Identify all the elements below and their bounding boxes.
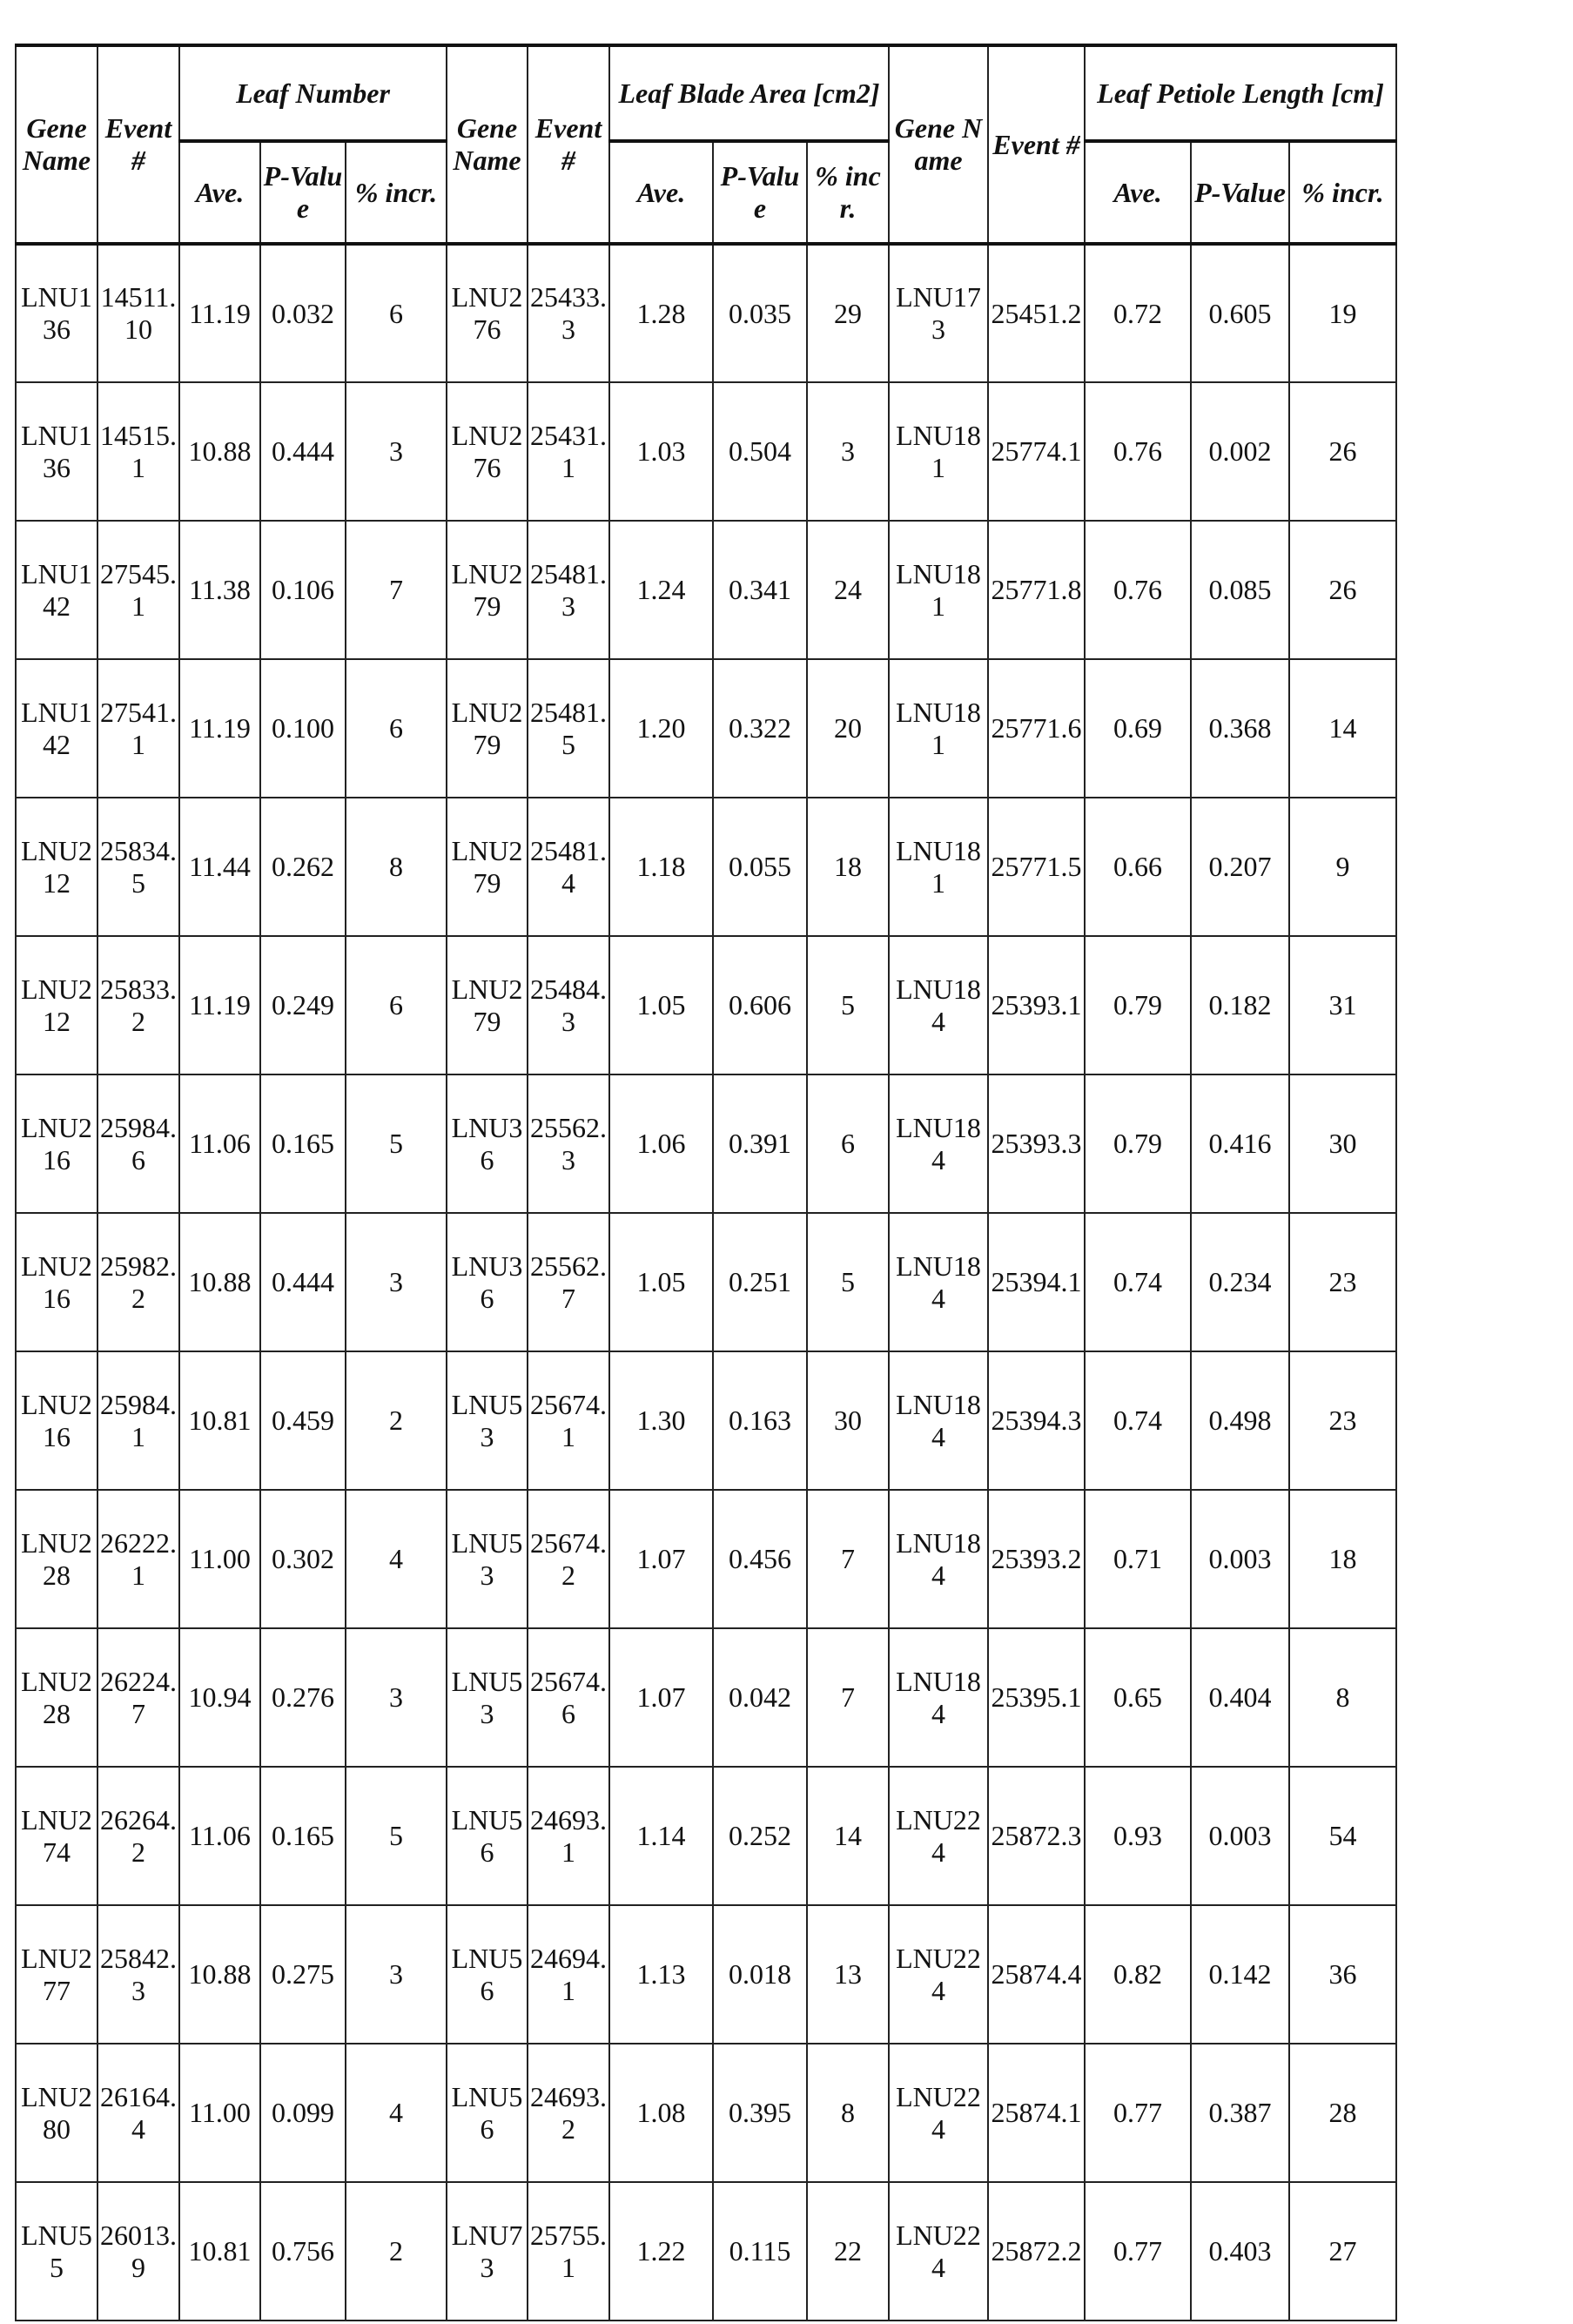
cell-event: 25674.1 <box>528 1351 609 1490</box>
cell-event: 25771.5 <box>988 798 1085 936</box>
cell-gene-name: LNU184 <box>889 1628 988 1767</box>
cell-blade-area-pct-incr: 3 <box>807 382 889 521</box>
cell-gene-name: LNU136 <box>16 244 97 382</box>
cell-blade-area-p-value: 0.322 <box>713 659 807 798</box>
header-pct-incr: % incr. <box>346 141 447 244</box>
cell-gene-name: LNU216 <box>16 1213 97 1351</box>
cell-blade-area-pct-incr: 22 <box>807 2182 889 2321</box>
cell-gene-name: LNU181 <box>889 382 988 521</box>
cell-leaf-number-p-value: 0.459 <box>260 1351 346 1490</box>
cell-petiole-length-ave: 0.65 <box>1085 1628 1191 1767</box>
cell-blade-area-ave: 1.05 <box>609 936 713 1074</box>
table-row <box>16 382 1567 521</box>
cell-blade-area-pct-incr: 18 <box>807 798 889 936</box>
cell-gene-name: LNU184 <box>889 1490 988 1628</box>
cell-leaf-number-ave: 11.19 <box>179 244 260 382</box>
cell-blade-area-p-value: 0.035 <box>713 244 807 382</box>
cell-event: 26222.1 <box>97 1490 179 1628</box>
cell-blade-area-ave: 1.06 <box>609 1074 713 1213</box>
cell-petiole-length-pct-incr: 28 <box>1289 2044 1396 2182</box>
cell-petiole-length-pct-incr: 23 <box>1289 1351 1396 1490</box>
header-gene-name: Gene Name <box>889 45 988 244</box>
cell-leaf-number-p-value: 0.165 <box>260 1767 346 1905</box>
cell-event: 25771.8 <box>988 521 1085 659</box>
cell-leaf-number-ave: 11.06 <box>179 1767 260 1905</box>
cell-petiole-length-ave: 0.77 <box>1085 2182 1191 2321</box>
cell-event: 25755.1 <box>528 2182 609 2321</box>
cell-gene-name: LNU53 <box>447 1351 528 1490</box>
cell-leaf-number-pct-incr: 6 <box>346 244 447 382</box>
cell-gene-name: LNU279 <box>447 936 528 1074</box>
cell-petiole-length-p-value: 0.182 <box>1191 936 1289 1074</box>
header-p-value: P-Value <box>260 141 346 244</box>
cell-gene-name: LNU73 <box>447 2182 528 2321</box>
cell-blade-area-pct-incr: 6 <box>807 1074 889 1213</box>
cell-gene-name: LNU216 <box>16 1074 97 1213</box>
cell-blade-area-p-value: 0.504 <box>713 382 807 521</box>
cell-petiole-length-ave: 0.77 <box>1085 2044 1191 2182</box>
cell-leaf-number-p-value: 0.249 <box>260 936 346 1074</box>
cell-blade-area-ave: 1.20 <box>609 659 713 798</box>
cell-petiole-length-ave: 0.69 <box>1085 659 1191 798</box>
cell-gene-name: LNU212 <box>16 798 97 936</box>
cell-event: 25982.2 <box>97 1213 179 1351</box>
cell-event: 25562.3 <box>528 1074 609 1213</box>
cell-blade-area-pct-incr: 29 <box>807 244 889 382</box>
cell-gene-name: LNU55 <box>16 2182 97 2321</box>
cell-leaf-number-pct-incr: 5 <box>346 1074 447 1213</box>
table-row <box>16 1490 1567 1628</box>
table-row <box>16 1905 1567 2044</box>
cell-blade-area-pct-incr: 24 <box>807 521 889 659</box>
header-pct-incr: % incr. <box>1289 141 1396 244</box>
cell-leaf-number-pct-incr: 5 <box>346 1767 447 1905</box>
cell-leaf-number-ave: 11.19 <box>179 936 260 1074</box>
cell-blade-area-pct-incr: 7 <box>807 1490 889 1628</box>
cell-event: 14515.1 <box>97 382 179 521</box>
cell-gene-name: LNU142 <box>16 521 97 659</box>
cell-leaf-number-ave: 10.88 <box>179 1905 260 2044</box>
cell-gene-name: LNU184 <box>889 1351 988 1490</box>
header-leaf-petiole-length: Leaf Petiole Length [cm] <box>1085 45 1396 141</box>
header-leaf-blade-area: Leaf Blade Area [cm2] <box>609 45 889 141</box>
cell-petiole-length-p-value: 0.142 <box>1191 1905 1289 2044</box>
cell-blade-area-pct-incr: 8 <box>807 2044 889 2182</box>
cell-petiole-length-pct-incr: 26 <box>1289 521 1396 659</box>
header-ave: Ave. <box>1085 141 1191 244</box>
cell-gene-name: LNU276 <box>447 382 528 521</box>
cell-leaf-number-pct-incr: 6 <box>346 936 447 1074</box>
cell-event: 25874.1 <box>988 2044 1085 2182</box>
cell-petiole-length-pct-incr: 27 <box>1289 2182 1396 2321</box>
cell-blade-area-ave: 1.14 <box>609 1767 713 1905</box>
table-row <box>16 1628 1567 1767</box>
cell-event: 25451.2 <box>988 244 1085 382</box>
cell-blade-area-ave: 1.05 <box>609 1213 713 1351</box>
cell-gene-name: LNU184 <box>889 1074 988 1213</box>
cell-blade-area-p-value: 0.251 <box>713 1213 807 1351</box>
cell-gene-name: LNU181 <box>889 521 988 659</box>
cell-event: 24693.1 <box>528 1767 609 1905</box>
header-ave: Ave. <box>609 141 713 244</box>
cell-petiole-length-pct-incr: 30 <box>1289 1074 1396 1213</box>
cell-petiole-length-p-value: 0.403 <box>1191 2182 1289 2321</box>
cell-petiole-length-pct-incr: 9 <box>1289 798 1396 936</box>
cell-blade-area-ave: 1.18 <box>609 798 713 936</box>
table-row <box>16 1351 1567 1490</box>
cell-event: 25842.3 <box>97 1905 179 2044</box>
cell-blade-area-p-value: 0.391 <box>713 1074 807 1213</box>
cell-gene-name: LNU224 <box>889 1905 988 2044</box>
cell-blade-area-pct-incr: 14 <box>807 1767 889 1905</box>
cell-petiole-length-pct-incr: 18 <box>1289 1490 1396 1628</box>
cell-petiole-length-p-value: 0.498 <box>1191 1351 1289 1490</box>
cell-event: 25394.3 <box>988 1351 1085 1490</box>
cell-event: 25393.1 <box>988 936 1085 1074</box>
cell-leaf-number-ave: 11.19 <box>179 659 260 798</box>
cell-petiole-length-pct-incr: 8 <box>1289 1628 1396 1767</box>
cell-blade-area-pct-incr: 13 <box>807 1905 889 2044</box>
cell-event: 24694.1 <box>528 1905 609 2044</box>
cell-leaf-number-pct-incr: 2 <box>346 1351 447 1490</box>
cell-event: 25984.6 <box>97 1074 179 1213</box>
cell-event: 25393.2 <box>988 1490 1085 1628</box>
cell-blade-area-p-value: 0.606 <box>713 936 807 1074</box>
cell-petiole-length-pct-incr: 19 <box>1289 244 1396 382</box>
cell-gene-name: LNU277 <box>16 1905 97 2044</box>
cell-petiole-length-ave: 0.66 <box>1085 798 1191 936</box>
cell-event: 25984.1 <box>97 1351 179 1490</box>
cell-event: 26264.2 <box>97 1767 179 1905</box>
cell-leaf-number-p-value: 0.275 <box>260 1905 346 2044</box>
cell-event: 25771.6 <box>988 659 1085 798</box>
cell-gene-name: LNU142 <box>16 659 97 798</box>
cell-gene-name: LNU279 <box>447 521 528 659</box>
cell-gene-name: LNU56 <box>447 1767 528 1905</box>
cell-blade-area-p-value: 0.115 <box>713 2182 807 2321</box>
header-gene-name: Gene Name <box>447 45 528 244</box>
cell-blade-area-pct-incr: 5 <box>807 936 889 1074</box>
cell-event: 25481.4 <box>528 798 609 936</box>
cell-event: 25433.3 <box>528 244 609 382</box>
cell-leaf-number-pct-incr: 6 <box>346 659 447 798</box>
cell-leaf-number-p-value: 0.262 <box>260 798 346 936</box>
cell-petiole-length-pct-incr: 26 <box>1289 382 1396 521</box>
cell-gene-name: LNU53 <box>447 1628 528 1767</box>
table-row <box>16 521 1567 659</box>
cell-blade-area-p-value: 0.252 <box>713 1767 807 1905</box>
cell-blade-area-ave: 1.13 <box>609 1905 713 2044</box>
cell-leaf-number-pct-incr: 3 <box>346 1213 447 1351</box>
cell-petiole-length-p-value: 0.404 <box>1191 1628 1289 1767</box>
cell-leaf-number-pct-incr: 3 <box>346 1905 447 2044</box>
cell-gene-name: LNU36 <box>447 1074 528 1213</box>
cell-event: 27545.1 <box>97 521 179 659</box>
cell-petiole-length-ave: 0.74 <box>1085 1351 1191 1490</box>
cell-event: 25872.2 <box>988 2182 1085 2321</box>
cell-event: 24693.2 <box>528 2044 609 2182</box>
cell-gene-name: LNU276 <box>447 244 528 382</box>
cell-leaf-number-pct-incr: 2 <box>346 2182 447 2321</box>
cell-blade-area-ave: 1.24 <box>609 521 713 659</box>
cell-blade-area-pct-incr: 20 <box>807 659 889 798</box>
table-row <box>16 2044 1567 2182</box>
cell-leaf-number-p-value: 0.106 <box>260 521 346 659</box>
cell-blade-area-pct-incr: 30 <box>807 1351 889 1490</box>
cell-event: 25872.3 <box>988 1767 1085 1905</box>
cell-gene-name: LNU181 <box>889 798 988 936</box>
cell-event: 25481.3 <box>528 521 609 659</box>
cell-leaf-number-ave: 11.00 <box>179 2044 260 2182</box>
cell-gene-name: LNU136 <box>16 382 97 521</box>
cell-event: 25874.4 <box>988 1905 1085 2044</box>
cell-leaf-number-ave: 10.81 <box>179 1351 260 1490</box>
cell-gene-name: LNU184 <box>889 936 988 1074</box>
cell-petiole-length-ave: 0.79 <box>1085 1074 1191 1213</box>
cell-blade-area-ave: 1.28 <box>609 244 713 382</box>
cell-petiole-length-p-value: 0.207 <box>1191 798 1289 936</box>
cell-event: 25481.5 <box>528 659 609 798</box>
header-gene-name: Gene Name <box>16 45 97 244</box>
cell-gene-name: LNU228 <box>16 1628 97 1767</box>
cell-petiole-length-pct-incr: 36 <box>1289 1905 1396 2044</box>
cell-blade-area-ave: 1.03 <box>609 382 713 521</box>
cell-event: 25394.1 <box>988 1213 1085 1351</box>
cell-blade-area-p-value: 0.341 <box>713 521 807 659</box>
header-event: Event # <box>97 45 179 244</box>
cell-event: 14511.10 <box>97 244 179 382</box>
results-table <box>15 44 1568 2321</box>
cell-petiole-length-p-value: 0.605 <box>1191 244 1289 382</box>
cell-leaf-number-pct-incr: 4 <box>346 2044 447 2182</box>
cell-blade-area-p-value: 0.395 <box>713 2044 807 2182</box>
table-row <box>16 2182 1567 2321</box>
cell-blade-area-p-value: 0.055 <box>713 798 807 936</box>
cell-gene-name: LNU184 <box>889 1213 988 1351</box>
cell-leaf-number-ave: 11.00 <box>179 1490 260 1628</box>
cell-event: 25395.1 <box>988 1628 1085 1767</box>
cell-gene-name: LNU173 <box>889 244 988 382</box>
cell-leaf-number-ave: 10.88 <box>179 1213 260 1351</box>
cell-petiole-length-ave: 0.71 <box>1085 1490 1191 1628</box>
cell-leaf-number-p-value: 0.444 <box>260 382 346 521</box>
cell-petiole-length-ave: 0.79 <box>1085 936 1191 1074</box>
table-row <box>16 936 1567 1074</box>
cell-blade-area-ave: 1.08 <box>609 2044 713 2182</box>
cell-leaf-number-p-value: 0.032 <box>260 244 346 382</box>
cell-petiole-length-p-value: 0.416 <box>1191 1074 1289 1213</box>
cell-blade-area-ave: 1.30 <box>609 1351 713 1490</box>
cell-leaf-number-pct-incr: 4 <box>346 1490 447 1628</box>
cell-leaf-number-p-value: 0.165 <box>260 1074 346 1213</box>
cell-gene-name: LNU36 <box>447 1213 528 1351</box>
cell-event: 25431.1 <box>528 382 609 521</box>
cell-leaf-number-p-value: 0.276 <box>260 1628 346 1767</box>
cell-petiole-length-ave: 0.76 <box>1085 521 1191 659</box>
header-ave: Ave. <box>179 141 260 244</box>
table-row <box>16 1213 1567 1351</box>
cell-blade-area-p-value: 0.018 <box>713 1905 807 2044</box>
cell-leaf-number-pct-incr: 3 <box>346 1628 447 1767</box>
cell-petiole-length-ave: 0.74 <box>1085 1213 1191 1351</box>
cell-blade-area-ave: 1.07 <box>609 1490 713 1628</box>
table-row <box>16 659 1567 798</box>
cell-gene-name: LNU56 <box>447 1905 528 2044</box>
cell-gene-name: LNU56 <box>447 2044 528 2182</box>
cell-leaf-number-ave: 10.88 <box>179 382 260 521</box>
cell-petiole-length-p-value: 0.368 <box>1191 659 1289 798</box>
cell-event: 25833.2 <box>97 936 179 1074</box>
cell-gene-name: LNU212 <box>16 936 97 1074</box>
cell-gene-name: LNU279 <box>447 798 528 936</box>
cell-blade-area-pct-incr: 7 <box>807 1628 889 1767</box>
cell-event: 25774.1 <box>988 382 1085 521</box>
cell-event: 27541.1 <box>97 659 179 798</box>
cell-petiole-length-p-value: 0.003 <box>1191 1767 1289 1905</box>
cell-gene-name: LNU53 <box>447 1490 528 1628</box>
cell-petiole-length-pct-incr: 54 <box>1289 1767 1396 1905</box>
cell-leaf-number-p-value: 0.302 <box>260 1490 346 1628</box>
cell-event: 25484.3 <box>528 936 609 1074</box>
cell-petiole-length-pct-incr: 14 <box>1289 659 1396 798</box>
cell-blade-area-p-value: 0.456 <box>713 1490 807 1628</box>
cell-blade-area-p-value: 0.163 <box>713 1351 807 1490</box>
cell-gene-name: LNU224 <box>889 2044 988 2182</box>
cell-petiole-length-p-value: 0.085 <box>1191 521 1289 659</box>
cell-leaf-number-pct-incr: 3 <box>346 382 447 521</box>
cell-blade-area-p-value: 0.042 <box>713 1628 807 1767</box>
cell-leaf-number-ave: 11.44 <box>179 798 260 936</box>
cell-gene-name: LNU216 <box>16 1351 97 1490</box>
cell-event: 26224.7 <box>97 1628 179 1767</box>
table-row <box>16 244 1567 382</box>
cell-petiole-length-ave: 0.72 <box>1085 244 1191 382</box>
table-row <box>16 798 1567 936</box>
cell-event: 25674.2 <box>528 1490 609 1628</box>
cell-petiole-length-ave: 0.82 <box>1085 1905 1191 2044</box>
cell-event: 25674.6 <box>528 1628 609 1767</box>
cell-gene-name: LNU279 <box>447 659 528 798</box>
cell-leaf-number-p-value: 0.099 <box>260 2044 346 2182</box>
cell-gene-name: LNU224 <box>889 1767 988 1905</box>
cell-leaf-number-ave: 10.94 <box>179 1628 260 1767</box>
cell-blade-area-ave: 1.22 <box>609 2182 713 2321</box>
cell-gene-name: LNU224 <box>889 2182 988 2321</box>
cell-event: 26164.4 <box>97 2044 179 2182</box>
cell-gene-name: LNU274 <box>16 1767 97 1905</box>
cell-leaf-number-ave: 11.38 <box>179 521 260 659</box>
cell-petiole-length-ave: 0.76 <box>1085 382 1191 521</box>
cell-leaf-number-pct-incr: 8 <box>346 798 447 936</box>
cell-event: 26013.9 <box>97 2182 179 2321</box>
cell-event: 25834.5 <box>97 798 179 936</box>
cell-leaf-number-p-value: 0.756 <box>260 2182 346 2321</box>
cell-petiole-length-p-value: 0.003 <box>1191 1490 1289 1628</box>
cell-gene-name: LNU280 <box>16 2044 97 2182</box>
cell-leaf-number-p-value: 0.100 <box>260 659 346 798</box>
cell-petiole-length-pct-incr: 23 <box>1289 1213 1396 1351</box>
cell-blade-area-pct-incr: 5 <box>807 1213 889 1351</box>
header-p-value: P-Value <box>1191 141 1289 244</box>
cell-petiole-length-ave: 0.93 <box>1085 1767 1191 1905</box>
cell-leaf-number-pct-incr: 7 <box>346 521 447 659</box>
cell-petiole-length-p-value: 0.002 <box>1191 382 1289 521</box>
header-leaf-number: Leaf Number <box>179 45 447 141</box>
cell-blade-area-ave: 1.07 <box>609 1628 713 1767</box>
cell-leaf-number-ave: 10.81 <box>179 2182 260 2321</box>
header-event: Event # <box>988 45 1085 244</box>
cell-petiole-length-pct-incr: 31 <box>1289 936 1396 1074</box>
cell-event: 25393.3 <box>988 1074 1085 1213</box>
header-event: Event # <box>528 45 609 244</box>
cell-petiole-length-p-value: 0.387 <box>1191 2044 1289 2182</box>
cell-petiole-length-p-value: 0.234 <box>1191 1213 1289 1351</box>
header-pct-incr: % incr. <box>807 141 889 244</box>
table-row <box>16 1074 1567 1213</box>
cell-event: 25562.7 <box>528 1213 609 1351</box>
cell-gene-name: LNU181 <box>889 659 988 798</box>
cell-leaf-number-ave: 11.06 <box>179 1074 260 1213</box>
table-row <box>16 1767 1567 1905</box>
cell-leaf-number-p-value: 0.444 <box>260 1213 346 1351</box>
header-p-value: P-Value <box>713 141 807 244</box>
cell-gene-name: LNU228 <box>16 1490 97 1628</box>
